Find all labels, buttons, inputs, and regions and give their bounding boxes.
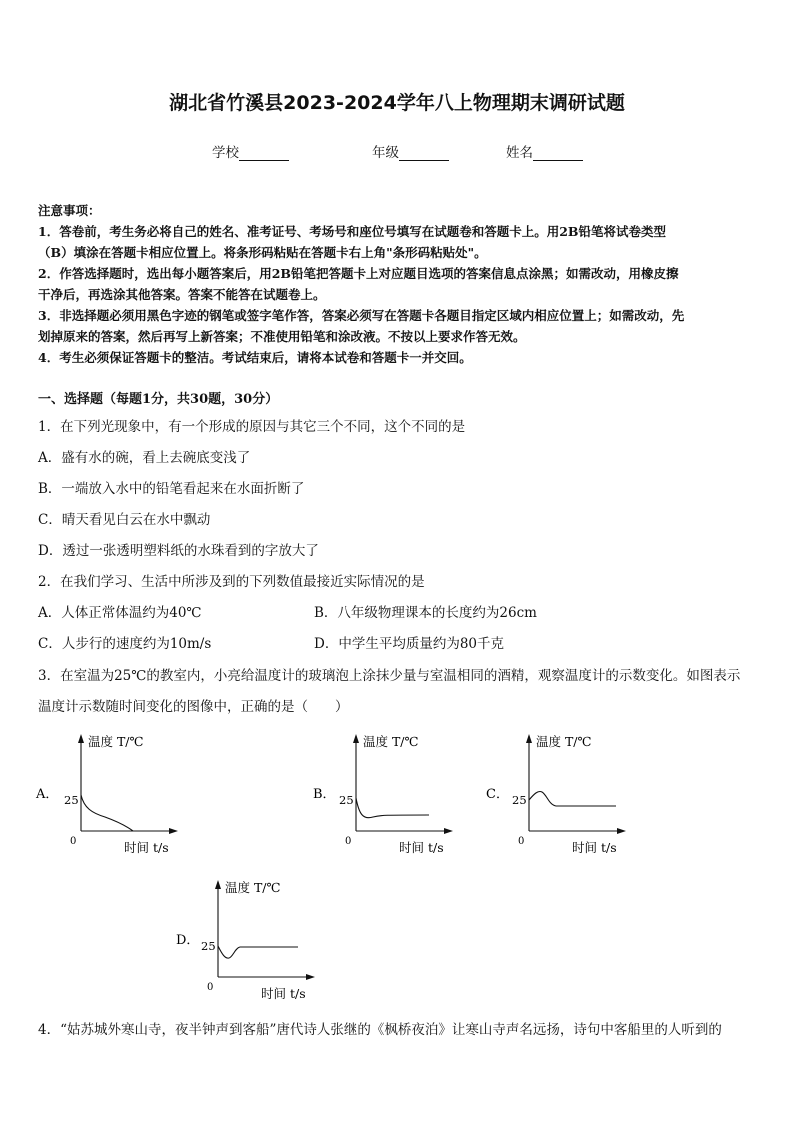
section-heading: 一、选择题（每题1分，共30题，30分） <box>38 392 279 407</box>
graph-a-label: A． <box>36 787 59 802</box>
q3-stem-line-2: 温度计示数随时间变化的图像中，正确的是（ ） <box>38 699 349 715</box>
name-blank <box>533 147 583 161</box>
q2-option-a: A．人体正常体温约为40℃ <box>38 605 202 621</box>
graph-c-x-arrow <box>617 828 626 834</box>
q2-option-c: C．人步行的速度约为10m/s <box>38 636 212 652</box>
graph-b-tick-25: 25 <box>339 793 354 807</box>
name-field <box>506 141 583 161</box>
note-1-line-1: 1．答卷前，考生务必将自己的姓名、准考证号、考场号和座位号填写在试题卷和答题卡上。用2B铅笔将试卷类型 <box>38 224 666 239</box>
q2-option-b: B．八年级物理课本的长度约为26cm <box>314 605 537 621</box>
name-label: 姓名 <box>506 145 533 161</box>
graph-b-curve <box>356 798 429 818</box>
graph-c-label: C． <box>486 787 509 802</box>
q1-option-d: D．透过一张透明塑料纸的水珠看到的字放大了 <box>38 543 319 559</box>
graph-d-y-arrow <box>215 880 221 889</box>
note-1-line-2: （B）填涂在答题卡相应位置上。将条形码粘贴在答题卡右上角"条形码粘贴处"。 <box>38 245 487 260</box>
q3-stem-line-1: 3．在室温为25℃的教室内，小亮给温度计的玻璃泡上涂抹少量与室温相同的酒精，观察温度计的示数变化。如图表示 <box>38 668 741 684</box>
q1-option-b: B．一端放入水中的铅笔看起来在水面折断了 <box>38 481 305 497</box>
graph-a-x-arrow <box>169 828 178 834</box>
note-3-line-1: 3．非选择题必须用黑色字迹的钢笔或签字笔作答，答案必须写在答题卡各题目指定区域内相应位置上；如需改动，先 <box>38 308 685 323</box>
exam-title: 湖北省竹溪县2023-2024学年八上物理期末调研试题 <box>169 92 625 114</box>
graph-b-label: B． <box>313 787 336 802</box>
school-label: 学校 <box>212 145 239 161</box>
note-4: 4．考生必须保证答题卡的整洁。考试结束后，请将本试卷和答题卡一并交回。 <box>38 350 472 365</box>
graph-a-zero: 0 <box>70 836 77 847</box>
graph-d-label: D． <box>176 933 200 948</box>
graph-a-tick-25: 25 <box>64 793 79 807</box>
graph-b-y-arrow <box>353 734 359 743</box>
graph-b-x-arrow <box>444 828 453 834</box>
graph-b-ylabel: 温度 T/℃ <box>363 734 419 749</box>
grade-field <box>372 141 449 161</box>
graph-d-zero: 0 <box>207 982 214 993</box>
graph-a <box>30 728 190 858</box>
graph-a-curve <box>81 795 133 831</box>
notes-block <box>38 200 760 368</box>
graph-d-curve <box>218 946 298 958</box>
graph-d-xlabel: 时间 t/s <box>261 986 306 1001</box>
graph-c-zero: 0 <box>518 836 525 847</box>
grade-label: 年级 <box>372 145 399 161</box>
graph-c-y-arrow <box>526 734 532 743</box>
school-field <box>212 141 289 161</box>
graph-d <box>170 874 330 1004</box>
note-2-line-2: 干净后，再选涂其他答案。答案不能答在试题卷上。 <box>38 287 326 302</box>
graph-a-ylabel: 温度 T/℃ <box>88 734 144 749</box>
q4-stem: 4．“姑苏城外寒山寺，夜半钟声到客船”唐代诗人张继的《枫桥夜泊》让寒山寺声名远扬，诗句中客船里的人听到的 <box>38 1022 722 1038</box>
note-3-line-2: 划掉原来的答案，然后再写上新答案；不准使用铅笔和涂改液。不按以上要求作答无效。 <box>38 329 526 344</box>
graph-c-xlabel: 时间 t/s <box>572 840 617 855</box>
q2-stem: 2．在我们学习、生活中所涉及到的下列数值最接近实际情况的是 <box>38 574 425 590</box>
graph-a-xlabel: 时间 t/s <box>124 840 169 855</box>
notes-heading: 注意事项： <box>38 203 101 218</box>
q1-option-c: C．晴天看见白云在水中飘动 <box>38 512 211 528</box>
graph-c <box>478 728 638 858</box>
q2-option-d: D．中学生平均质量约为80千克 <box>314 636 505 652</box>
graph-b <box>305 728 465 858</box>
graph-c-tick-25: 25 <box>512 793 527 807</box>
graph-c-curve <box>529 791 616 806</box>
graph-d-ylabel: 温度 T/℃ <box>225 880 281 895</box>
graph-b-xlabel: 时间 t/s <box>399 840 444 855</box>
graph-b-zero: 0 <box>345 836 352 847</box>
graph-d-tick-25: 25 <box>201 939 216 953</box>
graph-c-ylabel: 温度 T/℃ <box>536 734 592 749</box>
graph-d-x-arrow <box>306 974 315 980</box>
q1-option-a: A．盛有水的碗，看上去碗底变浅了 <box>38 450 251 466</box>
grade-blank <box>399 147 449 161</box>
graph-a-y-arrow <box>78 734 84 743</box>
note-2-line-1: 2．作答选择题时，选出每小题答案后，用2B铅笔把答题卡上对应题目选项的答案信息点涂黑；如需改动，用橡皮擦 <box>38 266 679 281</box>
school-blank <box>239 147 289 161</box>
q1-stem: 1．在下列光现象中，有一个形成的原因与其它三个不同，这个不同的是 <box>38 419 466 435</box>
